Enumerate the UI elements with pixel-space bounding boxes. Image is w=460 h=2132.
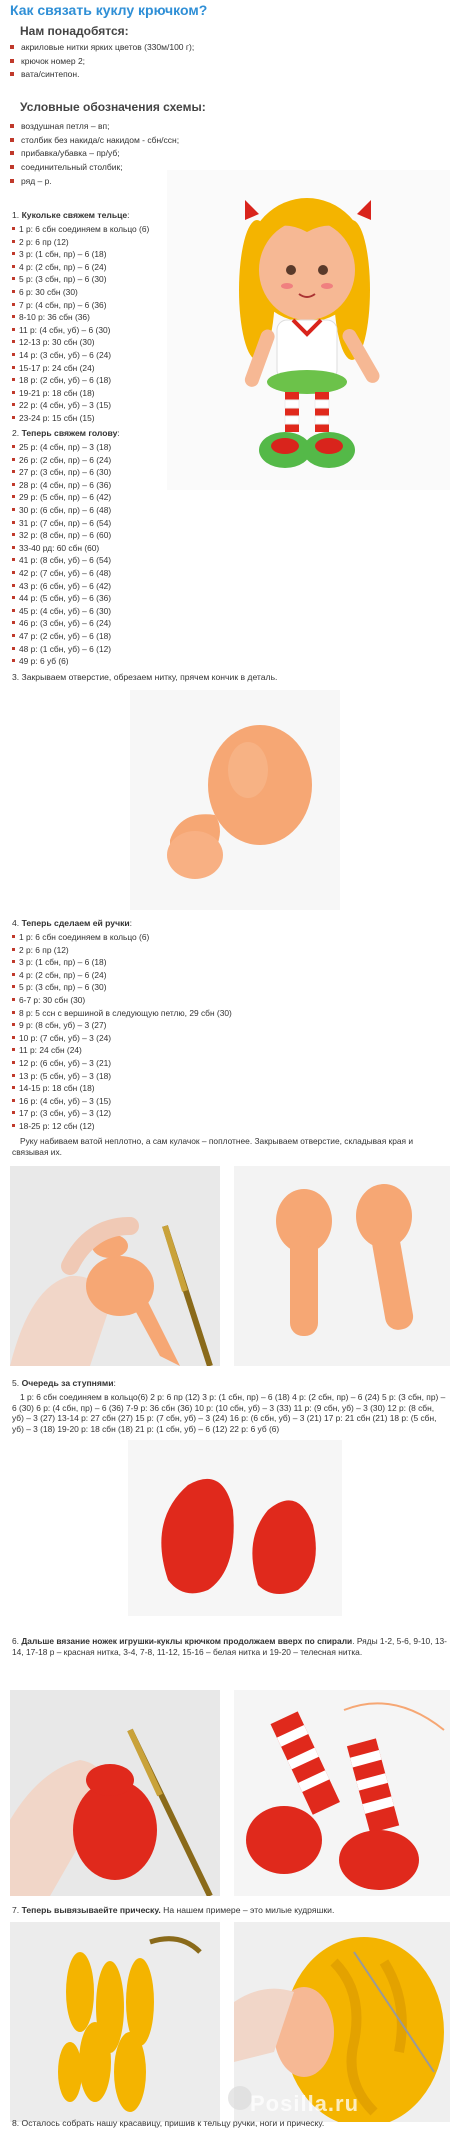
legs-done-illustration (234, 1690, 450, 1896)
list-item: 46 р: (3 сбн, уб) – 6 (24) (12, 618, 111, 631)
list-item: 11 р: (4 сбн, уб) – 6 (30) (12, 325, 149, 338)
list-item: 12 р: (6 сбн, уб) – 3 (21) (12, 1058, 232, 1071)
list-item: вата/синтепон. (10, 69, 194, 80)
list-item: 45 р: (4 сбн, уб) – 6 (30) (12, 606, 111, 619)
list-item: воздушная петля – вп; (10, 121, 179, 132)
list-item: 6 р: 30 сбн (30) (12, 287, 149, 300)
arms-done-illustration (234, 1166, 450, 1366)
list-item: 13 р: (5 сбн, уб) – 3 (18) (12, 1071, 232, 1084)
list-item: 7 р: (4 сбн, пр) – 6 (36) (12, 300, 149, 313)
list-item: 23-24 р: 15 сбн (15) (12, 413, 149, 426)
feet-illustration (128, 1440, 342, 1616)
list-item: 5 р: (3 сбн, пр) – 6 (30) (12, 982, 232, 995)
feet-photo (128, 1440, 342, 1616)
step-4-rows (12, 932, 232, 1134)
list-item: 48 р: (1 сбн, уб) – 6 (12) (12, 644, 111, 657)
list-item: 17 р: (3 сбн, уб) – 3 (12) (12, 1108, 232, 1121)
list-item: 31 р: (7 сбн, пр) – 6 (54) (12, 518, 111, 531)
list-item: 2 р: 6 пр (12) (12, 945, 232, 958)
step-5-text: 1 р: 6 сбн соединяем в кольцо(6) 2 р: 6 пр (12) 3 р: (1 сбн, пр) – 6 (18) 4 р: (2 сбн, пр) – 6 (24) 5 р: (3 сбн, пр) – 6 (30) 6 р: (4 сбн, пр) – 6 (36) 7-9 р: 36 сбн (36) 10 р: (10 сбн, уб) – 3 (33) 11 р: (9 сбн, уб) – 3 (30) 12 р: (8 сбн, уб) – 3 (27) 13-14 р: 27 сбн (27) 15 р: (7 сбн, уб) – 3 (24) 16 р: (6 сбн, уб) – 3 (21) 17 р: 21 сбн (21) 18 р: (5 сбн, уб) – 3 (18) 19-20 р: 18 сбн (18) 21 р: (1 сбн, уб) – 6 (12) 22 р: 6 уб (6) (12, 1392, 446, 1434)
list-item: 15-17 р: 24 сбн (24) (12, 363, 149, 376)
needs-list (10, 42, 194, 83)
list-item: 42 р: (7 сбн, уб) – 6 (48) (12, 568, 111, 581)
list-item: 43 р: (6 сбн, уб) – 6 (42) (12, 581, 111, 594)
list-item: ряд – р. (10, 176, 179, 187)
list-item: 19-21 р: 18 сбн (18) (12, 388, 149, 401)
step-4-note: Руку набиваем ватой неплотно, а сам кулачок – поплотнее. Закрываем отверстие, складывая края и связывая их. (12, 1136, 414, 1157)
list-item: 11 р: 24 сбн (24) (12, 1045, 232, 1058)
list-item: 4 р: (2 сбн, пр) – 6 (24) (12, 970, 232, 983)
list-item: столбик без накида/с накидом - сбн/ссн; (10, 135, 179, 146)
list-item: 8 р: 5 ссн с вершиной в следующую петлю, 29 сбн (30) (12, 1008, 232, 1021)
list-item: акриловые нитки ярких цветов (330м/100 г); (10, 42, 194, 53)
list-item: 18 р: (2 сбн, уб) – 6 (18) (12, 375, 149, 388)
legend-heading: Условные обозначения схемы: (20, 100, 206, 114)
body-head-photo (130, 690, 340, 910)
step-1-heading: 1. Кукольке свяжем тельце: (12, 210, 130, 220)
doll-illustration (167, 170, 450, 490)
list-item: 33-40 рд: 60 сбн (60) (12, 543, 111, 556)
body-head-illustration (130, 690, 340, 910)
list-item: 4 р: (2 сбн, пр) – 6 (24) (12, 262, 149, 275)
list-item: 3 р: (1 сбн, пр) – 6 (18) (12, 249, 149, 262)
list-item: 16 р: (4 сбн, уб) – 3 (15) (12, 1096, 232, 1109)
list-item: 27 р: (3 сбн, пр) – 6 (30) (12, 467, 111, 480)
list-item: 44 р: (5 сбн, уб) – 6 (36) (12, 593, 111, 606)
list-item: 26 р: (2 сбн, пр) – 6 (24) (12, 455, 111, 468)
curls-photo (10, 1922, 220, 2122)
list-item: 22 р: (4 сбн, уб) – 3 (15) (12, 400, 149, 413)
list-item: 9 р: (8 сбн, уб) – 3 (27) (12, 1020, 232, 1033)
list-item: 2 р: 6 пр (12) (12, 237, 149, 250)
list-item: 41 р: (8 сбн, уб) – 6 (54) (12, 555, 111, 568)
watermark-logo-icon (228, 2086, 252, 2110)
list-item: 30 р: (6 сбн, пр) – 6 (48) (12, 505, 111, 518)
article-title: Как связать куклу крючком? (10, 2, 208, 18)
list-item: соединительный столбик; (10, 162, 179, 173)
list-item: 1 р: 6 сбн соединяем в кольцо (6) (12, 224, 149, 237)
legs-done-photo (234, 1690, 450, 1896)
step-8-text: 8. Осталось собрать нашу красавицу, пришив к тельцу ручки, ноги и прическу. (12, 2118, 325, 2128)
step-6-text: 6. Дальше вязание ножек игрушки-куклы крючком продолжаем вверх по спирали. Ряды 1-2, 5-6, 9-10, 13-14, 17-18 р – красная нитка, 3-4, 7-8, 11-12, 15-16 – белая нитка и 19-20 – телесная нитка. (12, 1636, 447, 1657)
list-item: 6-7 р: 30 сбн (30) (12, 995, 232, 1008)
step-3-text: 3. Закрываем отверстие, обрезаем нитку, прячем кончик в деталь. (12, 672, 278, 682)
list-item: прибавка/убавка – пр/уб; (10, 148, 179, 159)
list-item: 25 р: (4 сбн, пр) – 3 (18) (12, 442, 111, 455)
list-item: 14-15 р: 18 сбн (18) (12, 1083, 232, 1096)
step-4-heading: 4. Теперь сделаем ей ручки: (12, 918, 133, 928)
list-item: 14 р: (3 сбн, уб) – 6 (24) (12, 350, 149, 363)
leg-crochet-photo (10, 1690, 220, 1896)
list-item: 32 р: (8 сбн, пр) – 6 (60) (12, 530, 111, 543)
step-5-heading: 5. Очередь за ступнями: (12, 1378, 116, 1388)
list-item: 1 р: 6 сбн соединяем в кольцо (6) (12, 932, 232, 945)
list-item: 12-13 р: 30 сбн (30) (12, 337, 149, 350)
list-item: 3 р: (1 сбн, пр) – 6 (18) (12, 957, 232, 970)
list-item: 10 р: (7 сбн, уб) – 3 (24) (12, 1033, 232, 1046)
legend-list (10, 121, 179, 189)
arm-crochet-photo (10, 1166, 220, 1366)
curls-illustration (10, 1922, 220, 2122)
arm-crochet-illustration (10, 1166, 220, 1366)
list-item: 8-10 р: 36 сбн (36) (12, 312, 149, 325)
needs-heading: Нам понадобятся: (20, 24, 129, 38)
list-item: 18-25 р: 12 сбн (12) (12, 1121, 232, 1134)
step-1-rows (12, 224, 149, 426)
leg-crochet-illustration (10, 1690, 220, 1896)
list-item: 49 р: 6 уб (6) (12, 656, 111, 669)
step-2-rows (12, 442, 111, 669)
step-7-text: 7. Теперь вывязываейте прическу. На нашем примере – это милые кудряшки. (12, 1905, 335, 1915)
list-item: крючок номер 2; (10, 56, 194, 67)
list-item: 29 р: (5 сбн, пр) – 6 (42) (12, 492, 111, 505)
arms-done-photo (234, 1166, 450, 1366)
list-item: 5 р: (3 сбн, пр) – 6 (30) (12, 274, 149, 287)
step-2-heading: 2. Теперь свяжем голову: (12, 428, 120, 438)
list-item: 28 р: (4 сбн, пр) – 6 (36) (12, 480, 111, 493)
watermark: Posilla.ru (250, 2091, 360, 2116)
list-item: 47 р: (2 сбн, уб) – 6 (18) (12, 631, 111, 644)
doll-photo (167, 170, 450, 490)
